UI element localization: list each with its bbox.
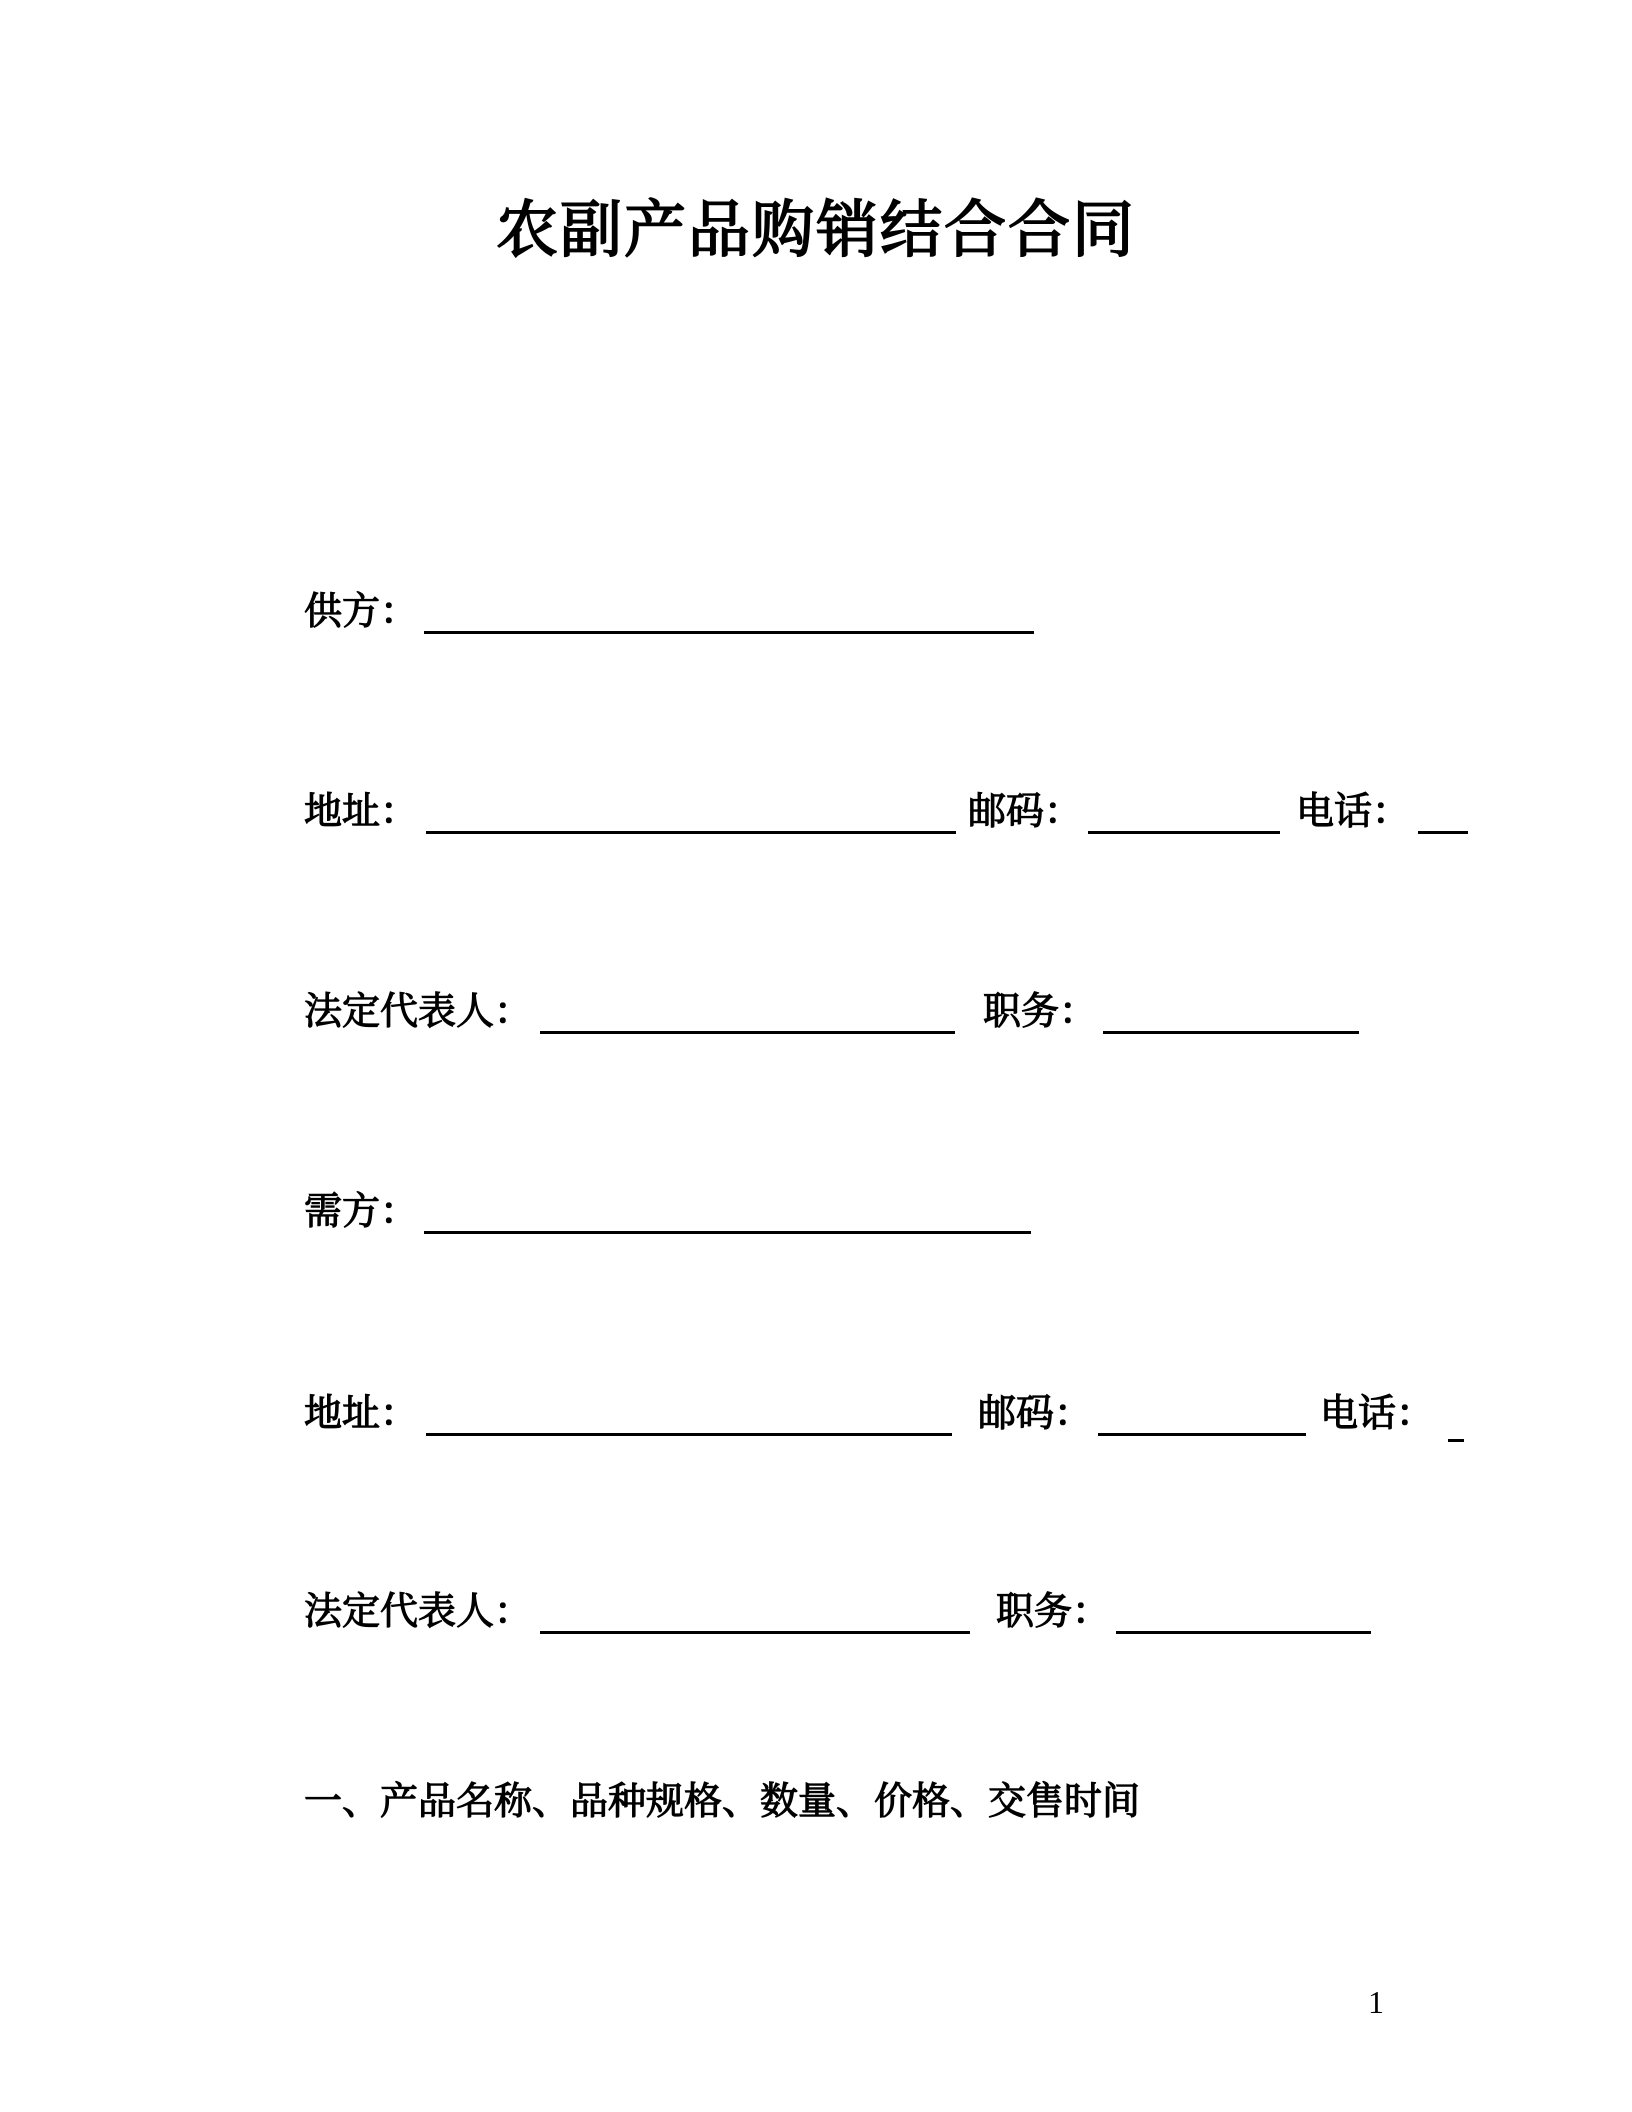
supplier-legal-rep-label: 法定代表人：: [304, 991, 533, 1033]
buyer-position-label: 职务：: [996, 1591, 1111, 1633]
buyer-blank-line[interactable]: [424, 1190, 1031, 1234]
buyer-legal-rep-row: [304, 1588, 1371, 1634]
buyer-postcode-label: 邮码：: [978, 1393, 1093, 1435]
buyer-address-row: [304, 1390, 1464, 1436]
contract-title: 农副产品购销结合合同: [495, 196, 1136, 265]
supplier-postcode-blank-line[interactable]: [1088, 790, 1280, 834]
buyer-phone-label: 电话：: [1320, 1393, 1435, 1435]
buyer-label: 需方：: [304, 1191, 419, 1233]
buyer-address-blank-line[interactable]: [426, 1392, 952, 1436]
buyer-postcode-blank-line[interactable]: [1098, 1392, 1306, 1436]
page-number: 1: [1368, 1984, 1384, 2020]
buyer-position-blank-line[interactable]: [1116, 1590, 1371, 1634]
supplier-address-label: 地址：: [304, 791, 419, 833]
supplier-address-blank-line[interactable]: [426, 790, 956, 834]
supplier-address-row: [304, 788, 1468, 834]
buyer-legal-rep-label: 法定代表人：: [304, 1591, 533, 1633]
supplier-postcode-label: 邮码：: [968, 791, 1083, 833]
supplier-position-label: 职务：: [983, 991, 1098, 1033]
supplier-legal-rep-row: [304, 988, 1359, 1034]
supplier-phone-label: 电话：: [1296, 791, 1411, 833]
supplier-position-blank-line[interactable]: [1103, 990, 1359, 1034]
supplier-blank-line[interactable]: [424, 590, 1034, 634]
section-heading-products: 一、产品名称、品种规格、数量、价格、交售时间: [304, 1781, 1141, 1823]
supplier-row: [304, 588, 1034, 634]
supplier-label: 供方：: [304, 591, 419, 633]
buyer-legal-rep-blank-line[interactable]: [540, 1590, 970, 1634]
buyer-phone-blank-line[interactable]: [1448, 1398, 1464, 1442]
supplier-phone-blank-line[interactable]: [1418, 790, 1468, 834]
buyer-address-label: 地址：: [304, 1393, 419, 1435]
buyer-row: [304, 1188, 1031, 1234]
supplier-legal-rep-blank-line[interactable]: [540, 990, 955, 1034]
